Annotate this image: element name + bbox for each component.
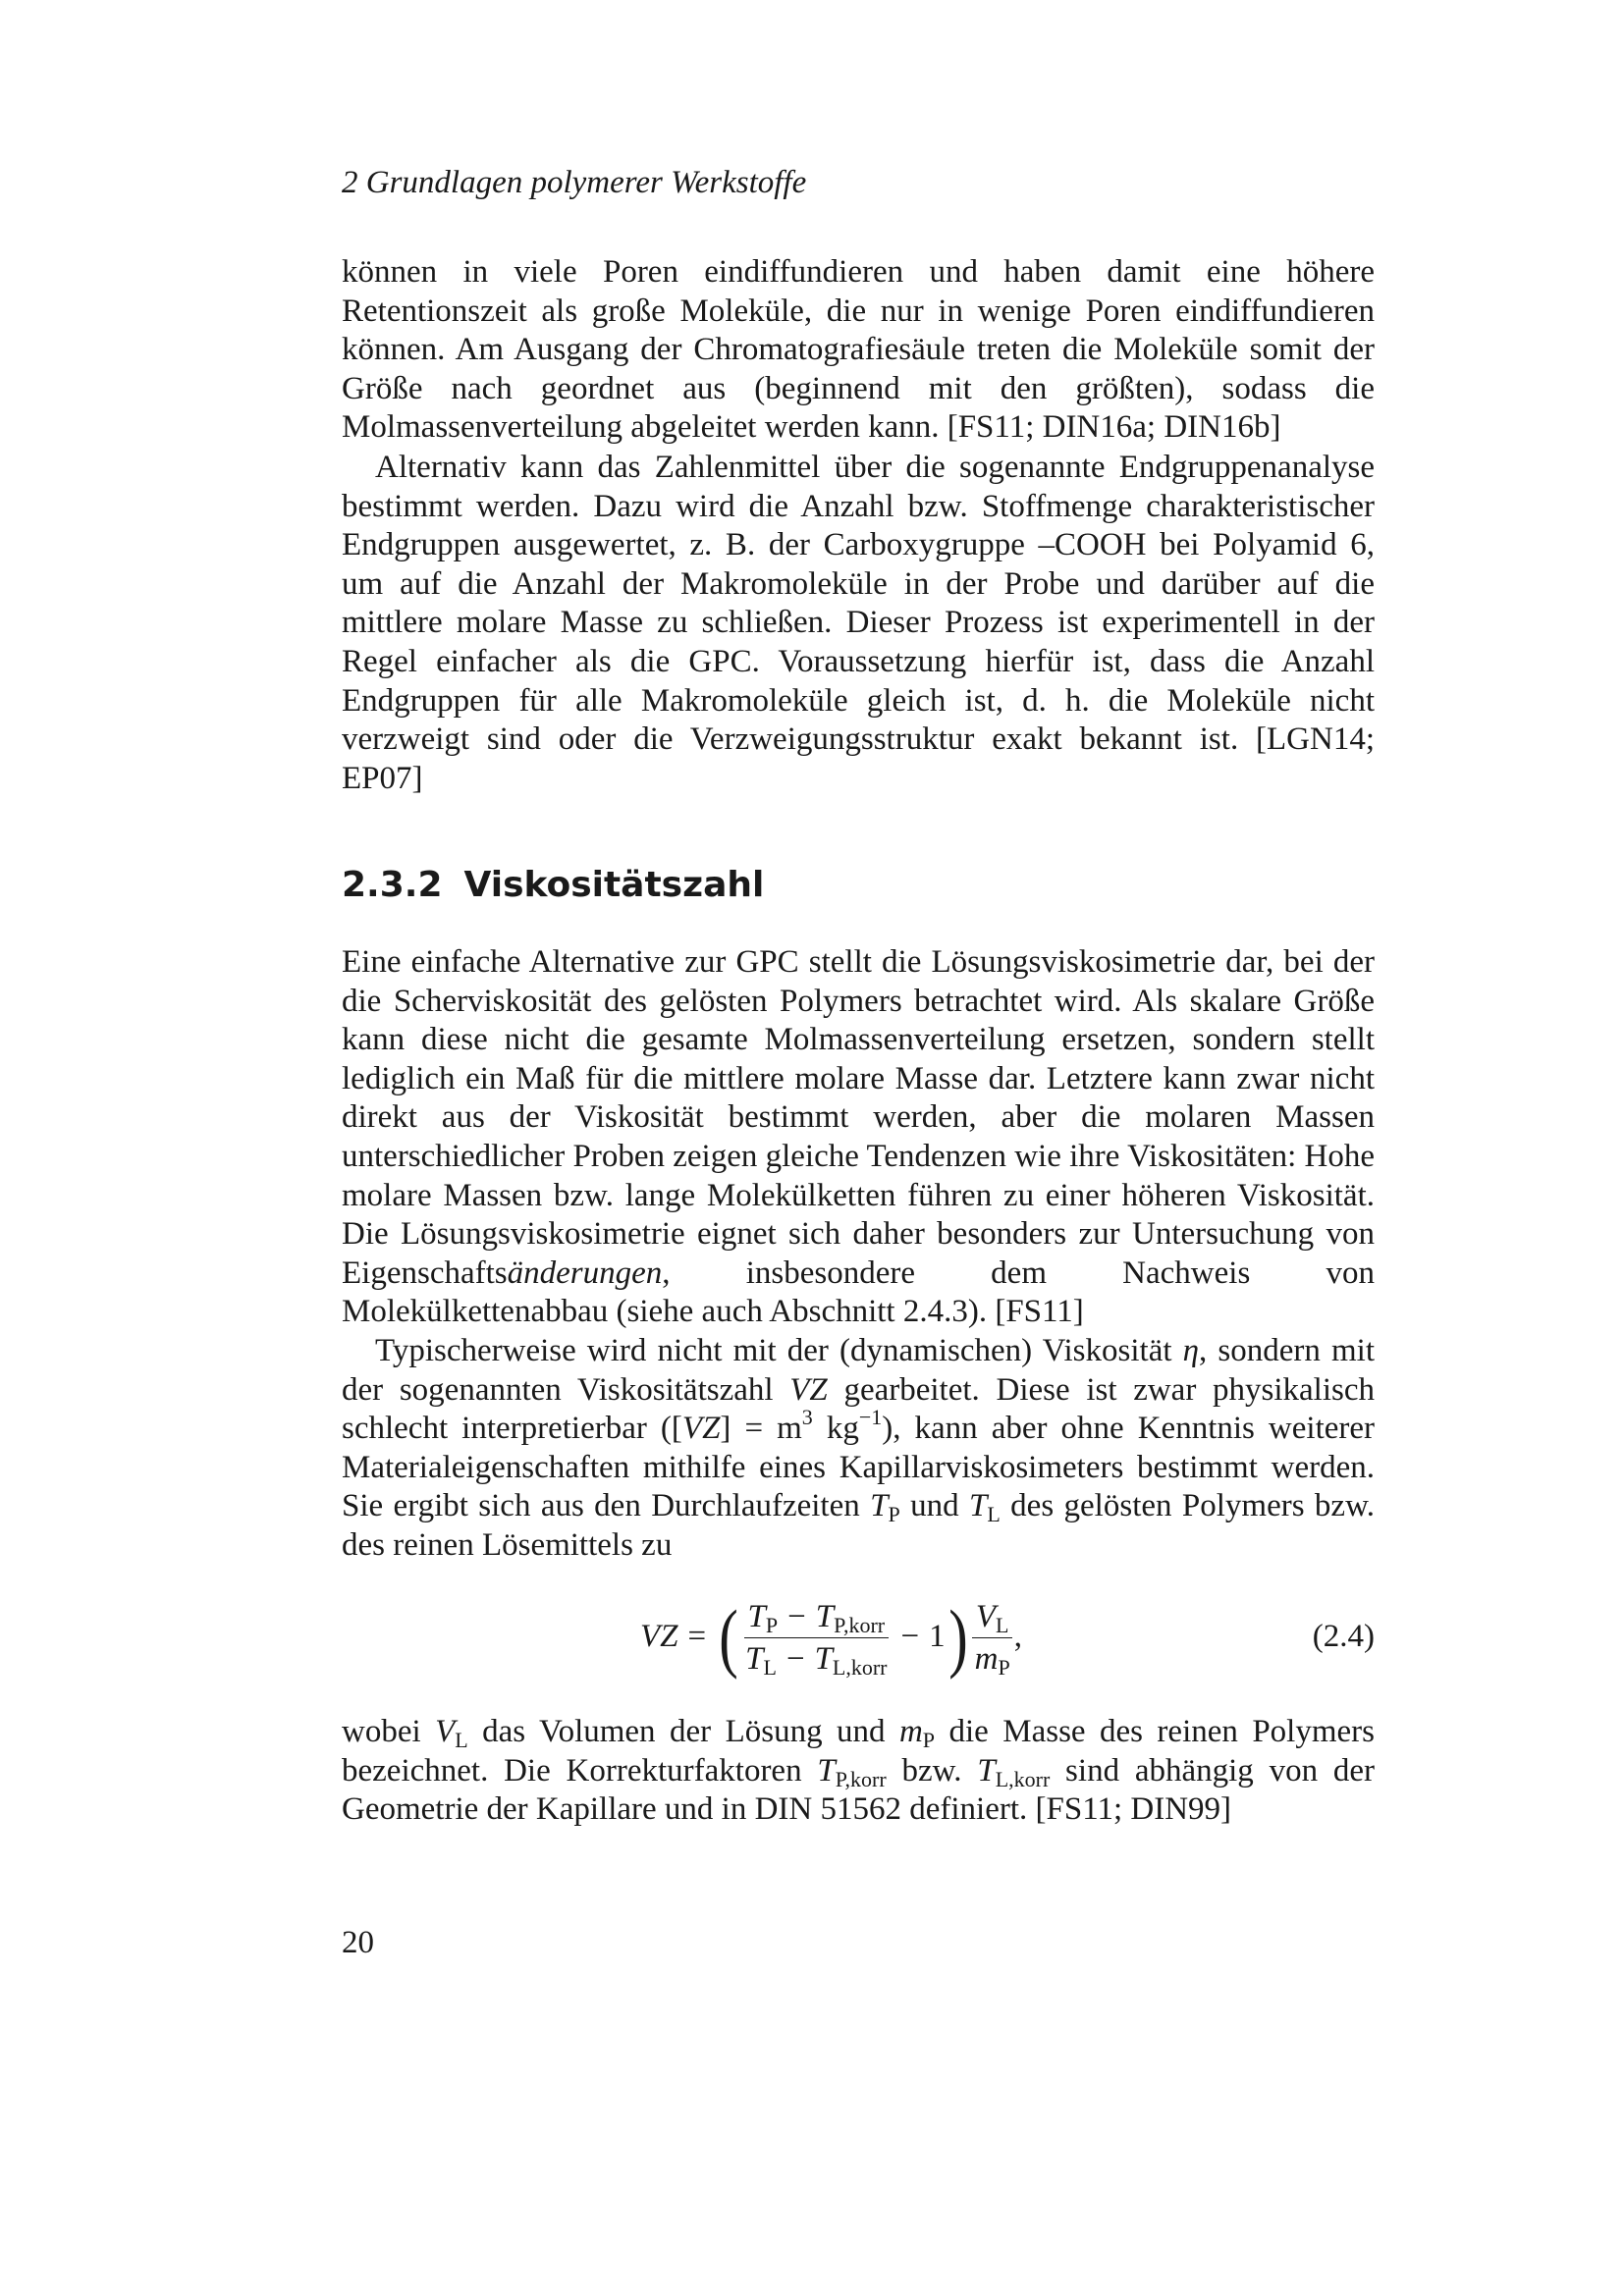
vz-symbol: VZ (789, 1371, 828, 1408)
equation-2-4 (342, 1584, 1375, 1690)
section-heading (342, 864, 764, 907)
left-paren: ( (719, 1594, 738, 1680)
eta-symbol: η (1182, 1333, 1200, 1368)
paragraph-gpc-continuation: können in viele Poren eindiffundieren und haben damit eine höhere Retentionszeit als große Moleküle, die nur in wenige Poren eindiffundieren können. Am Ausgang der Chromatografiesäule treten die Moleküle somit der Größe nach geordnet aus (beginnend mit den größten), sodass die Molmassenverteilung abgeleitet werden kann. [FS11; DIN16a; DIN16b] (342, 254, 1375, 446)
page-number: 20 (342, 1925, 374, 1960)
running-head: 2 Grundlagen polymerer Werkstoffe (342, 165, 807, 200)
equation-body: VZ = ( $\frac{T_P - T_{P,korr}}{T_L - T_{L,korr}}$ − 1 ) $\frac{V_L}{m_P}$ , (640, 1594, 1022, 1680)
time-fraction: $\frac{T_P - T_{P,korr}}{T_L - T_{L,korr}}$ (745, 1598, 888, 1680)
paragraph-endgroup-analysis: Alternativ kann das Zahlenmittel über die sogenannte Endgruppenanalyse bestimmt werden. Dazu wird die Anzahl bzw. Stoffmenge charakteristischer Endgruppen ausgewertet, z. B. der Carboxygruppe –COOH bei Polyamid 6, um auf die Anzahl der Makromoleküle in der Probe und darüber auf die mittlere molare Masse zu schließen. Dieser Prozess ist experimentell in der Regel einfacher als die GPC. Voraussetzung hierfür ist, dass die Anzahl Endgruppen für alle Makromoleküle gleich ist, d. h. die Moleküle nicht verzweigt sind oder die Verzweigungsstruktur exakt bekannt ist. [LGN14; EP07] (342, 450, 1375, 796)
paragraph-correction-factors: wobei $V_L$ das Volumen der Lösung und $m_P$ die Masse des reinen Polymers bezeichnet. Die Korrekturfaktoren $T_{P,korr}$ bzw. $T_{L,korr}$ sind abhängig von der Geometrie der Kapillare und in DIN 51562 definiert. [FS11; DIN99] (342, 1714, 1376, 1828)
equation-number: (2.4) (1312, 1619, 1375, 1654)
paragraph-viscosity-number: Typischerweise wird nicht mit der (dynamischen) Viskosität η, sondern mit der sogenannten Viskositätszahl VZ gearbeitet. Diese ist zwar physikalisch schlecht interpretierbar ($[VZ] = m^3$ $kg^{-1}$), kann aber ohne Kenntnis weiterer Materialeigenschaften mithilfe eines Kapillarviskosimeters bestimmt werden. Sie ergibt sich aus den Durchlaufzeiten $T_P$ und $T_L$ des gelösten Polymers bzw. des reinen Lösemittels zu (342, 1333, 1376, 1563)
right-paren: ) (947, 1594, 968, 1680)
paragraph-solution-viscometry: Eine einfache Alternative zur GPC stellt die Lösungsviskosimetrie dar, bei der die Scherviskosität des gelösten Polymers betrachtet wird. Als skalare Größe kann diese nicht die gesamte Molmassenverteilung ersetzen, sondern stellt lediglich ein Maß für die mittlere molare Masse dar. Letztere kann zwar nicht direkt aus der Viskosität bestimmt werden, aber die molaren Massen unterschiedlicher Proben zeigen gleiche Tendenzen wie ihre Viskositäten: Hohe molare Massen bzw. lange Molekülketten führen zu einer höheren Viskosität. Die Lösungsviskosimetrie eignet sich daher besonders zur Untersuchung von Eigenschaftsänderungen, insbesondere dem Nachweis von Molekülkettenabbau (siehe auch Abschnitt 2.4.3). [FS11] (342, 944, 1375, 1330)
section-number: 2.3.2 (342, 865, 443, 905)
volume-mass-fraction: $\frac{V_L}{m_P}$ (971, 1598, 1014, 1678)
section-title: Viskositätszahl (463, 865, 765, 905)
emphasis-aenderungen: änderungen (507, 1255, 663, 1291)
